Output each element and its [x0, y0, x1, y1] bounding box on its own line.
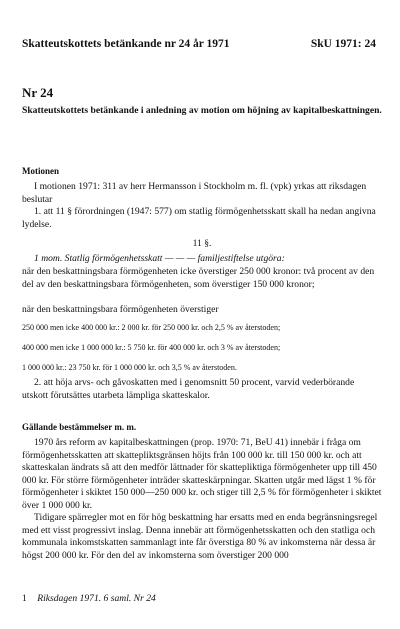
scale-line-2: 400 000 men icke 1 000 000 kr.: 5 750 kr. för 400 000 kr. och 3 % av återstoden; — [22, 343, 281, 352]
motion-paragraph-2: 1. att 11 § förordningen (1947: 577) om statlig förmögenhetsskatt skall ha nedan angivna lydelse. — [22, 206, 376, 230]
footer-text: Riksdagen 1971. 6 saml. Nr 24 — [37, 593, 156, 604]
motion-paragraph-1: I motionen 1971: 311 av herr Hermansson i Stockholm m. fl. (vpk) yrkas att riksdagen beslutar — [22, 181, 367, 205]
header-code: SkU 1971: 24 — [310, 38, 376, 50]
section-heading-motionen: Motionen — [22, 166, 59, 176]
header-title: Skatteutskottets betänkande nr 24 år 1971 — [22, 38, 230, 50]
scale-line-3: 1 000 000 kr.: 23 750 kr. för 1 000 000 kr. och 3,5 % av återstoden. — [22, 363, 237, 372]
section-heading-gallande: Gällande bestämmelser m. m. — [22, 422, 137, 432]
motion-paragraph-3: 2. att höja arvs- och gåvoskatten med i genomsnitt 50 procent, varvid vederbörande utskott förutsättes utarbeta lämpliga skatteskalor. — [22, 377, 355, 401]
gallande-paragraph-1: 1970 års reform av kapitalbeskattningen (prop. 1970: 71, BeU 41) innebär i fråga om förmögenhetsskatten att skattepliktsgränsen höjts från 100 000 kr. till 150 000 kr. och att skatteskalan ändrats så att den medför lättnader för skattepliktiga förmögenheter upp till 450 000 kr. För större förmögenheter inträder skatteskärpningar. Skatten utgår med lägst 1 % för förmögenheter i skiktet 150 000—250 000 kr. och stiger till 2,5 % för förmögenheter i skiktet över 1 000 000 kr. — [22, 437, 382, 511]
rate-line-1: när den beskattningsbara förmögenheten icke överstiger 250 000 kronor: två procent av den del av den beskattningsbara förmögenheten, som överstiger 150 000 kronor; — [22, 266, 375, 290]
document-number: Nr 24 — [22, 85, 54, 100]
page-header — [22, 38, 376, 50]
rate-line-2: när den beskattningsbara förmögenheten överstiger — [22, 304, 219, 315]
gallande-paragraph-2: Tidigare spärregler mot en för hög beskattning har ersatts med en enda begränsningsregel med ett visst progressivt inslag. Denna innebär att förmögenhetsskatten och den statliga och kommunala inkomstskatten sammanlagt inte får överstiga 80 % av inkomsterna när dessa är högst 200 000 kr. För den del av inkomsterna som överstiger 200 000 — [22, 512, 378, 561]
mom-text: 1 mom. Statlig förmögenhetsskatt — — — familjestiftelse utgöra: — [34, 253, 285, 264]
section-number: 11 §. — [192, 238, 212, 249]
scale-line-1: 250 000 men icke 400 000 kr.: 2 000 kr. för 250 000 kr. och 2,5 % av återstoden; — [22, 323, 281, 332]
footer-page-number: 1 — [22, 593, 27, 604]
document-title: Skatteutskottets betänkande i anledning av motion om höjning av kapitalbeskattningen. — [22, 105, 382, 116]
page-footer — [22, 593, 156, 604]
mom-line — [22, 253, 382, 266]
